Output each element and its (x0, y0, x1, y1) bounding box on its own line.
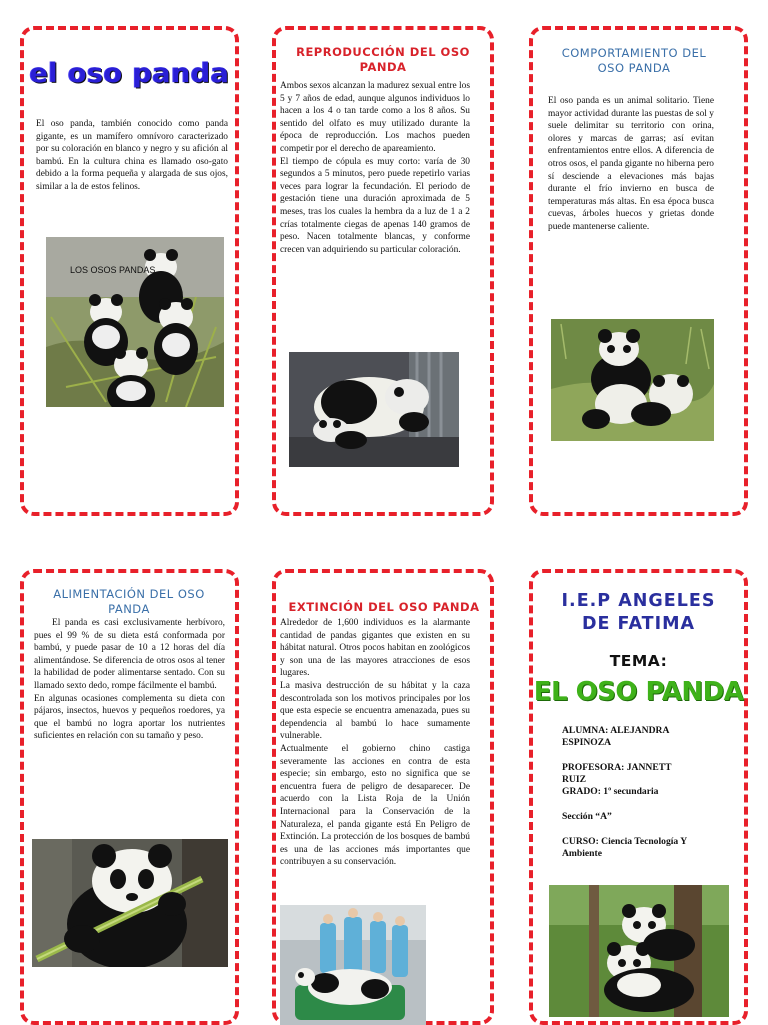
alumna-label: ALUMNA: ALEJANDRA (562, 725, 670, 736)
panda-playing-photo (551, 319, 714, 441)
school-name-line-2: DE FATIMA (581, 614, 696, 634)
seccion-line: Sección “A” (562, 811, 612, 822)
panel-behavior (529, 26, 748, 516)
reproduction-text (280, 80, 470, 256)
school-name-line-1: I.E.P ANGELES (561, 591, 716, 611)
curso-label: CURSO: Ciencia Tecnología Y (562, 836, 688, 847)
behavior-title: COMPORTAMIENTO DEL OSO PANDA (561, 46, 707, 75)
tema-label: TEMA: (609, 652, 668, 670)
pandas-tree-photo (549, 885, 729, 1017)
panel-extinction (272, 569, 494, 1025)
panel-intro (20, 26, 239, 516)
reproduction-title: REPRODUCCIÓN DEL OSO PANDA (296, 45, 470, 74)
extinction-paragraph-1: Alrededor de 1,600 individuos es la alarmante cantidad de pandas gigantes que existen en su hábitat natural. Otros pocos habitan en zoológicos y son una de las mayores atracciones de esos lugares. (280, 618, 470, 679)
extinction-title: EXTINCIÓN DEL OSO PANDA (288, 600, 480, 614)
feeding-paragraph-2: En algunas ocasiones complementa su dieta con pájaros, insectos, huevos y pequeños roedores, ya que el bambú no logra aportar los nutrientes suficientes en relación con su tamaño y peso. (34, 693, 225, 742)
reproduction-paragraph-2: El tiempo de cópula es muy corto: varía de 30 segundos a 5 minutos, pero puede repetirlo varias veces para lograr la fecundación. El periodo de gestación tiene una duración aproximada de 5 meses, tras los cuales la hembra da a luz de 1 a 2 crías totalmente ciegas de apenas 140 gramos de peso. Nacen totalmente blancas, y conforme crecen van adquiriendo su particular coloración. (280, 156, 470, 255)
pandas-photo-caption: LOS OSOS PANDAS (70, 265, 156, 275)
profesora-label: PROFESORA: JANNETT (562, 762, 672, 773)
panel-cover (529, 569, 748, 1025)
feeding-title: ALIMENTACIÓN DEL OSO PANDA (53, 587, 205, 616)
panel-feeding (20, 569, 239, 1025)
extinction-paragraph-2: La masiva destrucción de su hábitat y la caza descontrolada son los motivos principales por los que esta especie se encuentra amenazada, pues su dependencia al bambú lo hace sumamente vulnerable. (280, 680, 470, 742)
panda-eating-bamboo-photo (32, 839, 228, 967)
feeding-paragraph-1: El panda es casi exclusivamente herbívoro, pues el 99 % de su dieta está conformada por bambú, y puede pasar de 10 a 12 horas del día alimentándose. Se diferencia de otros osos al tener la habilidad de poder alimentarse sentado. Con su llamado sexto dedo, rompe fácilmente el bambú. (34, 618, 225, 691)
intro-paragraph: El oso panda, también conocido como panda gigante, es un mamífero omnívoro caracterizado por su coloración en blanco y negro y su afición al bambú. En la cultura china es llamado oso-gato debido a la forma pequeña y alargada de sus ojos, similar a la de estos felinos. (36, 119, 228, 192)
pandas-group-photo (46, 237, 224, 407)
profesora-name: RUIZ (562, 774, 586, 785)
intro-title: el oso panda (29, 58, 230, 89)
reproduction-paragraph-1: Ambos sexos alcanzan la madurez sexual entre los 5 y 7 años de edad, aunque algunos individuos lo hacen a los 4 o tan tarde como a los 8 años. Su sentido del olfato es muy utilizado durante la época de reproducción. Los machos pueden competir por el derecho de apareamiento. (280, 81, 470, 154)
feeding-text (34, 617, 225, 743)
extinction-paragraph-3: Actualmente el gobierno chino castiga severamente las acciones en contra de esta especie; sin embargo, esto no significa que se encuentra fuera de peligro de desaparecer. De acuerdo con la Lista Roja de la Unión Internacional para la Conservación de la Naturaleza, el panda gigante está En Peligro de Extinción. La protección de los bosques de bambú es una de las acciones más importantes que contribuyen a su conservación. (280, 743, 470, 868)
cover-main-title: EL OSO PANDA (533, 677, 744, 707)
panda-mother-cub-photo (289, 352, 459, 467)
behavior-paragraph: El oso panda es un animal solitario. Tiene mayor actividad durante las puestas de sol y suele delimitar su territorio con orina, olores y marcas de garras; así evitan enfrentamientos entre ellos. A diferencia de otros osos, el panda gigante no hiberna pero sí desciende a elevaciones más bajas durante el frío invierno en busca de temperaturas más altas. En esa época busca cuevas, árboles huecos y grietas donde puede mantenerse caliente. (548, 96, 714, 232)
curso-name: Ambiente (562, 848, 602, 859)
extinction-text (280, 617, 470, 869)
alumna-name: ESPINOZA (562, 737, 612, 748)
panel-reproduction (272, 26, 494, 516)
panda-veterinary-photo (280, 905, 426, 1025)
grado-line: GRADO: 1º secundaria (562, 786, 659, 797)
